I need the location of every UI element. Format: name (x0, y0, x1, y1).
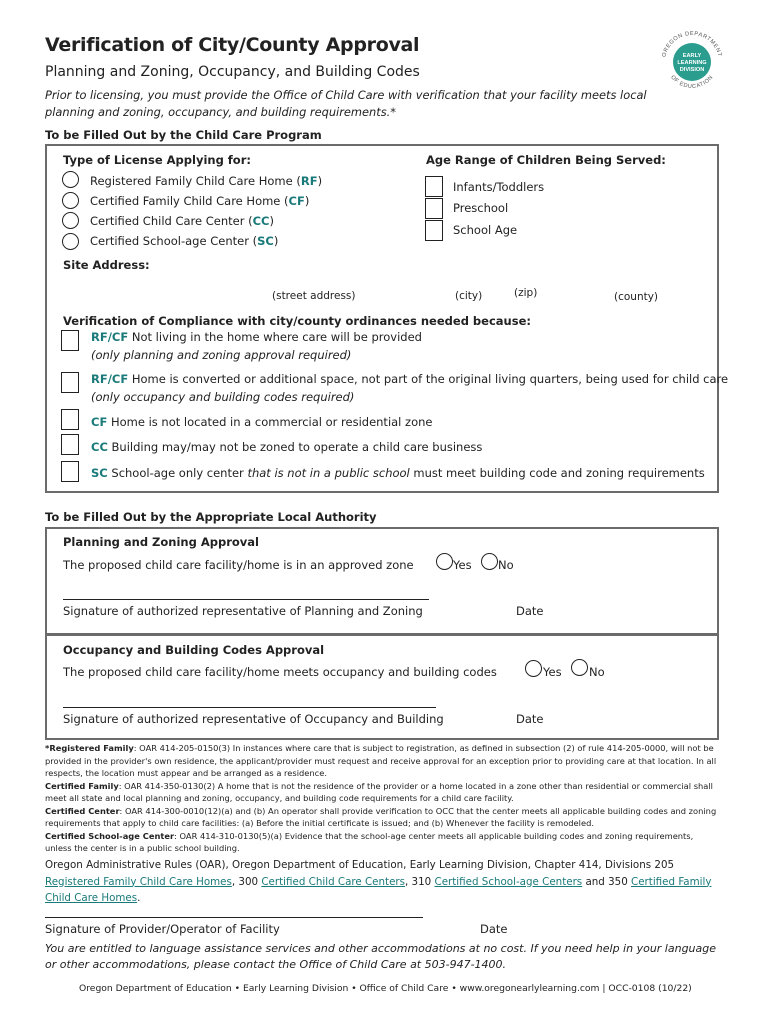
compliance-checkbox-3[interactable] (61, 409, 79, 430)
age-option-school-age: School Age (453, 223, 518, 237)
compliance-checkbox-1[interactable] (61, 330, 79, 351)
link-school-age-centers[interactable]: Certified School-age Centers (434, 875, 583, 888)
planning-signature-label: Signature of authorized representative of Planning and Zoning (63, 604, 423, 618)
license-option-cf: Certified Family Child Care Home (CF) (90, 194, 310, 208)
license-radio-cf[interactable] (62, 192, 79, 209)
compliance-item-2: RF/CF Home is converted or additional space, not part of the original living quarters, being used for child care (91, 372, 729, 386)
age-range-label: Age Range of Children Being Served: (426, 153, 666, 167)
site-address-label: Site Address: (63, 258, 150, 272)
compliance-item-5: SC School-age only center that is not in a public school must meet building code and zoning requirements (91, 466, 705, 480)
license-type-label: Type of License Applying for: (63, 153, 251, 167)
language-assistance-note: You are entitled to language assistance services and other accommodations at no cost. If you need help in your language or other accommodations, please contact the Office of Child Care at 503-947-1400. (45, 942, 717, 971)
license-option-rf: Registered Family Child Care Home (RF) (90, 174, 323, 188)
planning-date-label: Date (516, 604, 544, 618)
occupancy-date-label: Date (516, 712, 544, 726)
page-footer: Oregon Department of Education • Early Learning Division • Office of Child Care • www.oregonearlylearning.com | OCC-0108 (10/22) (79, 983, 692, 994)
footnote-cf: Certified Family: OAR 414-350-0130(2) A home that is not the residence of the provider or a home located in a zone other than residential or commercial shall meet all state and local planning and zoning, occupancy, and building code requirements for a child care facility. (45, 780, 713, 803)
compliance-checkbox-2[interactable] (61, 372, 79, 393)
authority-section-heading: To be Filled Out by the Appropriate Local Authority (45, 510, 377, 524)
intro-text: Prior to licensing, you must provide the Office of Child Care with verification that your facility meets local planning and zoning, occupancy, and building requirements.* (45, 88, 647, 119)
planning-no-label: No (498, 558, 514, 572)
program-section-heading: To be Filled Out by the Child Care Program (45, 128, 322, 142)
planning-no-radio[interactable] (481, 553, 498, 570)
occupancy-no-label: No (589, 665, 605, 679)
footnote-rf: *Registered Family: OAR 414-205-0150(3) In instances where care that is subject to registration, as defined in subsection (2) of rule 414-205-0000, will not be provided in the provider's own residence, the applicant/provider must request and receive approval for an exception prior to providing care at that location. In all respects, the location must appear and be arranged as a residence. (45, 743, 717, 778)
license-option-sc: Certified School-age Center (SC) (90, 234, 279, 248)
link-certified-centers[interactable]: Certified Child Care Centers (261, 875, 406, 888)
license-radio-rf[interactable] (62, 171, 79, 188)
age-option-infants: Infants/Toddlers (453, 180, 545, 194)
logo-outer-bottom: OF EDUCATION (669, 74, 715, 90)
compliance-checkbox-5[interactable] (61, 461, 79, 482)
occupancy-signature-line[interactable] (63, 707, 436, 708)
planning-statement: The proposed child care facility/home is in an approved zone (63, 558, 414, 572)
compliance-checkbox-4[interactable] (61, 434, 79, 455)
age-option-preschool: Preschool (453, 201, 509, 215)
occupancy-signature-label: Signature of authorized representative of Occupancy and Building (63, 712, 444, 726)
logo-line1: EARLY (682, 53, 702, 59)
provider-signature-line[interactable] (45, 917, 423, 918)
occupancy-no-radio[interactable] (571, 659, 588, 676)
logo-line2: LEARNING (677, 60, 707, 66)
compliance-item-3: CF Home is not located in a commercial or residential zone (91, 415, 433, 429)
ode-early-learning-logo (657, 27, 727, 97)
license-option-cc: Certified Child Care Center (CC) (90, 214, 274, 228)
provider-signature-label: Signature of Provider/Operator of Facility (45, 922, 280, 936)
license-radio-cc[interactable] (62, 212, 79, 229)
logo-outer-top: OREGON DEPARTMENT (661, 30, 723, 58)
occupancy-title: Occupancy and Building Codes Approval (63, 643, 325, 657)
occupancy-yes-label: Yes (543, 665, 562, 679)
link-registered-family[interactable]: Registered Family Child Care Homes (45, 875, 232, 888)
zip-caption: (zip) (514, 287, 538, 299)
age-checkbox-preschool[interactable] (425, 198, 443, 219)
county-caption: (county) (614, 291, 659, 303)
compliance-item-4: CC Building may/may not be zoned to operate a child care business (91, 440, 483, 454)
age-checkbox-infants[interactable] (425, 176, 443, 197)
planning-title: Planning and Zoning Approval (63, 535, 259, 549)
planning-yes-radio[interactable] (436, 553, 453, 570)
age-checkbox-school-age[interactable] (425, 220, 443, 241)
provider-date-label: Date (480, 922, 508, 936)
city-caption: (city) (455, 290, 483, 302)
compliance-note-1: (only planning and zoning approval required) (91, 348, 352, 362)
occupancy-yes-radio[interactable] (525, 660, 542, 677)
compliance-item-1: RF/CF Not living in the home where care will be provided (91, 330, 422, 344)
logo-line3: DIVISION (679, 67, 705, 73)
compliance-note-2: (only occupancy and building codes required) (91, 390, 355, 404)
link-certified-family[interactable]: Certified Family Child Care Homes (45, 875, 712, 904)
street-address-caption: (street address) (272, 290, 356, 302)
planning-signature-line[interactable] (63, 599, 429, 600)
footnotes (45, 742, 720, 855)
footnote-cc: Certified Center: OAR 414-300-0010(12)(a) and (b) An operator shall provide verification to OCC that the center meets all applicable building codes and zoning requirements that apply to child care facilities: (a) Before the initial certificate is issued; and (b) Whenever the facility is remodeled. (45, 805, 717, 828)
occupancy-statement: The proposed child care facility/home meets occupancy and building codes (63, 665, 497, 679)
footnote-sc: Certified School-age Center: OAR 414-310-0130(5)(a) Evidence that the school-age center meets all applicable building codes and zoning requirements, unless the center is in a public school building. (45, 830, 694, 853)
compliance-label: Verification of Compliance with city/county ordinances needed because: (63, 314, 531, 328)
page-title: Verification of City/County Approval (45, 34, 420, 56)
page-subtitle: Planning and Zoning, Occupancy, and Building Codes (45, 64, 420, 80)
oar-reference: Oregon Administrative Rules (OAR), Oregon Department of Education, Early Learning Division, Chapter 414, Divisions 205 Registered Family Child Care Homes, 300 Certified Child Care Centers, 310 Certified School-age Centers and 350 Certified Family Child Care Homes. (45, 859, 712, 904)
license-radio-sc[interactable] (62, 233, 79, 250)
planning-yes-label: Yes (453, 558, 472, 572)
